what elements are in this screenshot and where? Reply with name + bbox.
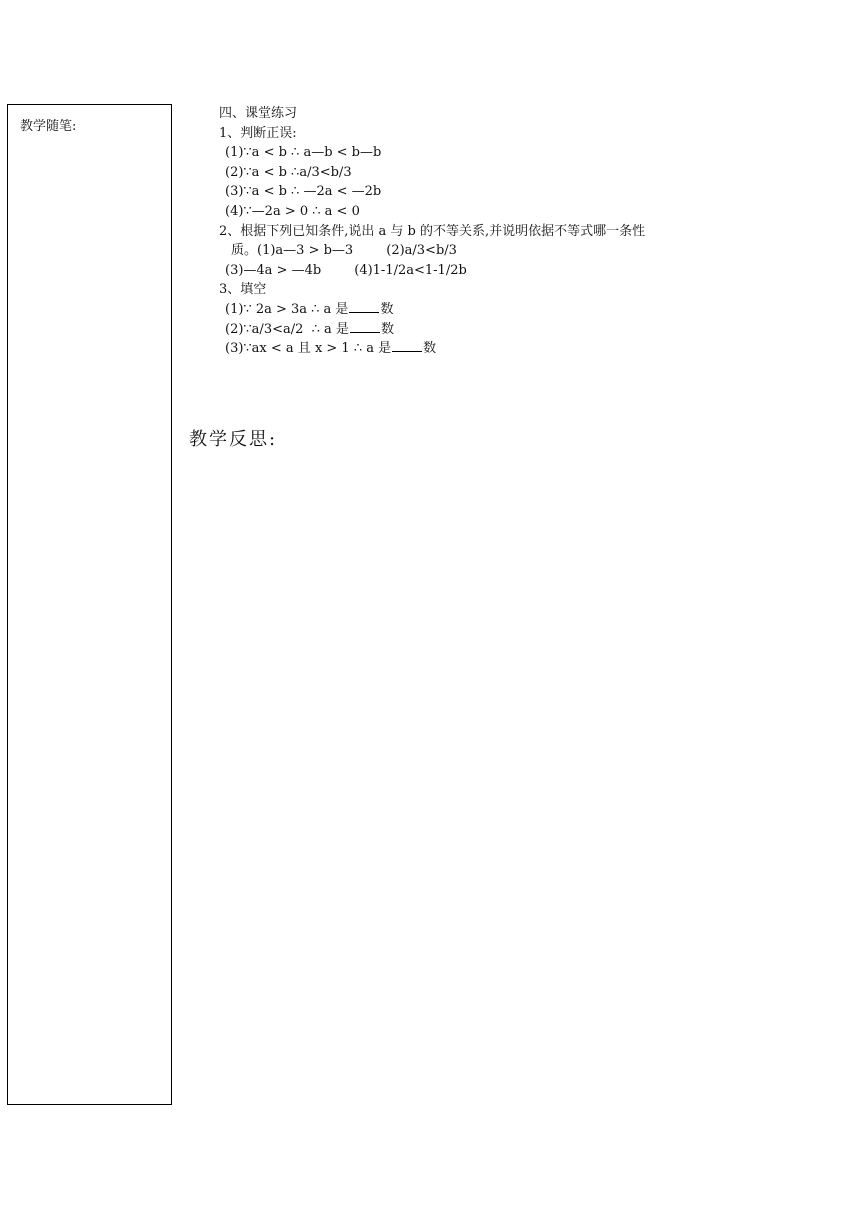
fill-item-prefix: (3)∵ax < a 且 x > 1 ∴ a 是 <box>225 341 392 357</box>
part1-title: 1、判断正误: <box>219 125 297 141</box>
fill-item-prefix: (2)∵a/3<a/2 ∴ a 是 <box>225 321 349 337</box>
part2-line-2: 质。(1)a—3 > b—3 (2)a/3<b/3 <box>231 243 457 259</box>
reflection-heading: 教学反思: <box>189 429 278 450</box>
answer-blank[interactable] <box>349 300 379 313</box>
part3-title: 3、填空 <box>219 282 267 298</box>
section-title: 四、课堂练习 <box>219 106 298 121</box>
fill-item-2 <box>219 320 839 340</box>
fill-item-suffix: 数 <box>423 341 437 357</box>
part1-item-3: (3)∵a < b ∴ —2a < —2b <box>225 184 382 200</box>
exercise-section <box>219 104 839 359</box>
fill-item-suffix: 数 <box>380 301 394 317</box>
notes-sidebar-box <box>7 104 172 1105</box>
fill-item-suffix: 数 <box>380 321 394 337</box>
sidebar-label: 教学随笔: <box>20 119 77 134</box>
part2-line-3: (3)—4a > —4b (4)1-1/2a<1-1/2b <box>225 262 467 278</box>
fill-item-3 <box>219 339 839 359</box>
answer-blank[interactable] <box>392 339 422 352</box>
part2-title: 2、根据下列已知条件,说出 a 与 b 的不等关系,并说明依据不等式哪一条性 <box>219 223 646 239</box>
fill-item-prefix: (1)∵ 2a > 3a ∴ a 是 <box>225 301 349 317</box>
answer-blank[interactable] <box>350 320 380 333</box>
part1-item-1: (1)∵a < b ∴ a—b < b—b <box>225 145 382 161</box>
part1-item-2: (2)∵a < b ∴a/3<b/3 <box>225 164 352 180</box>
fill-item-1 <box>219 300 839 320</box>
part1-item-4: (4)∵—2a > 0 ∴ a < 0 <box>225 203 360 219</box>
